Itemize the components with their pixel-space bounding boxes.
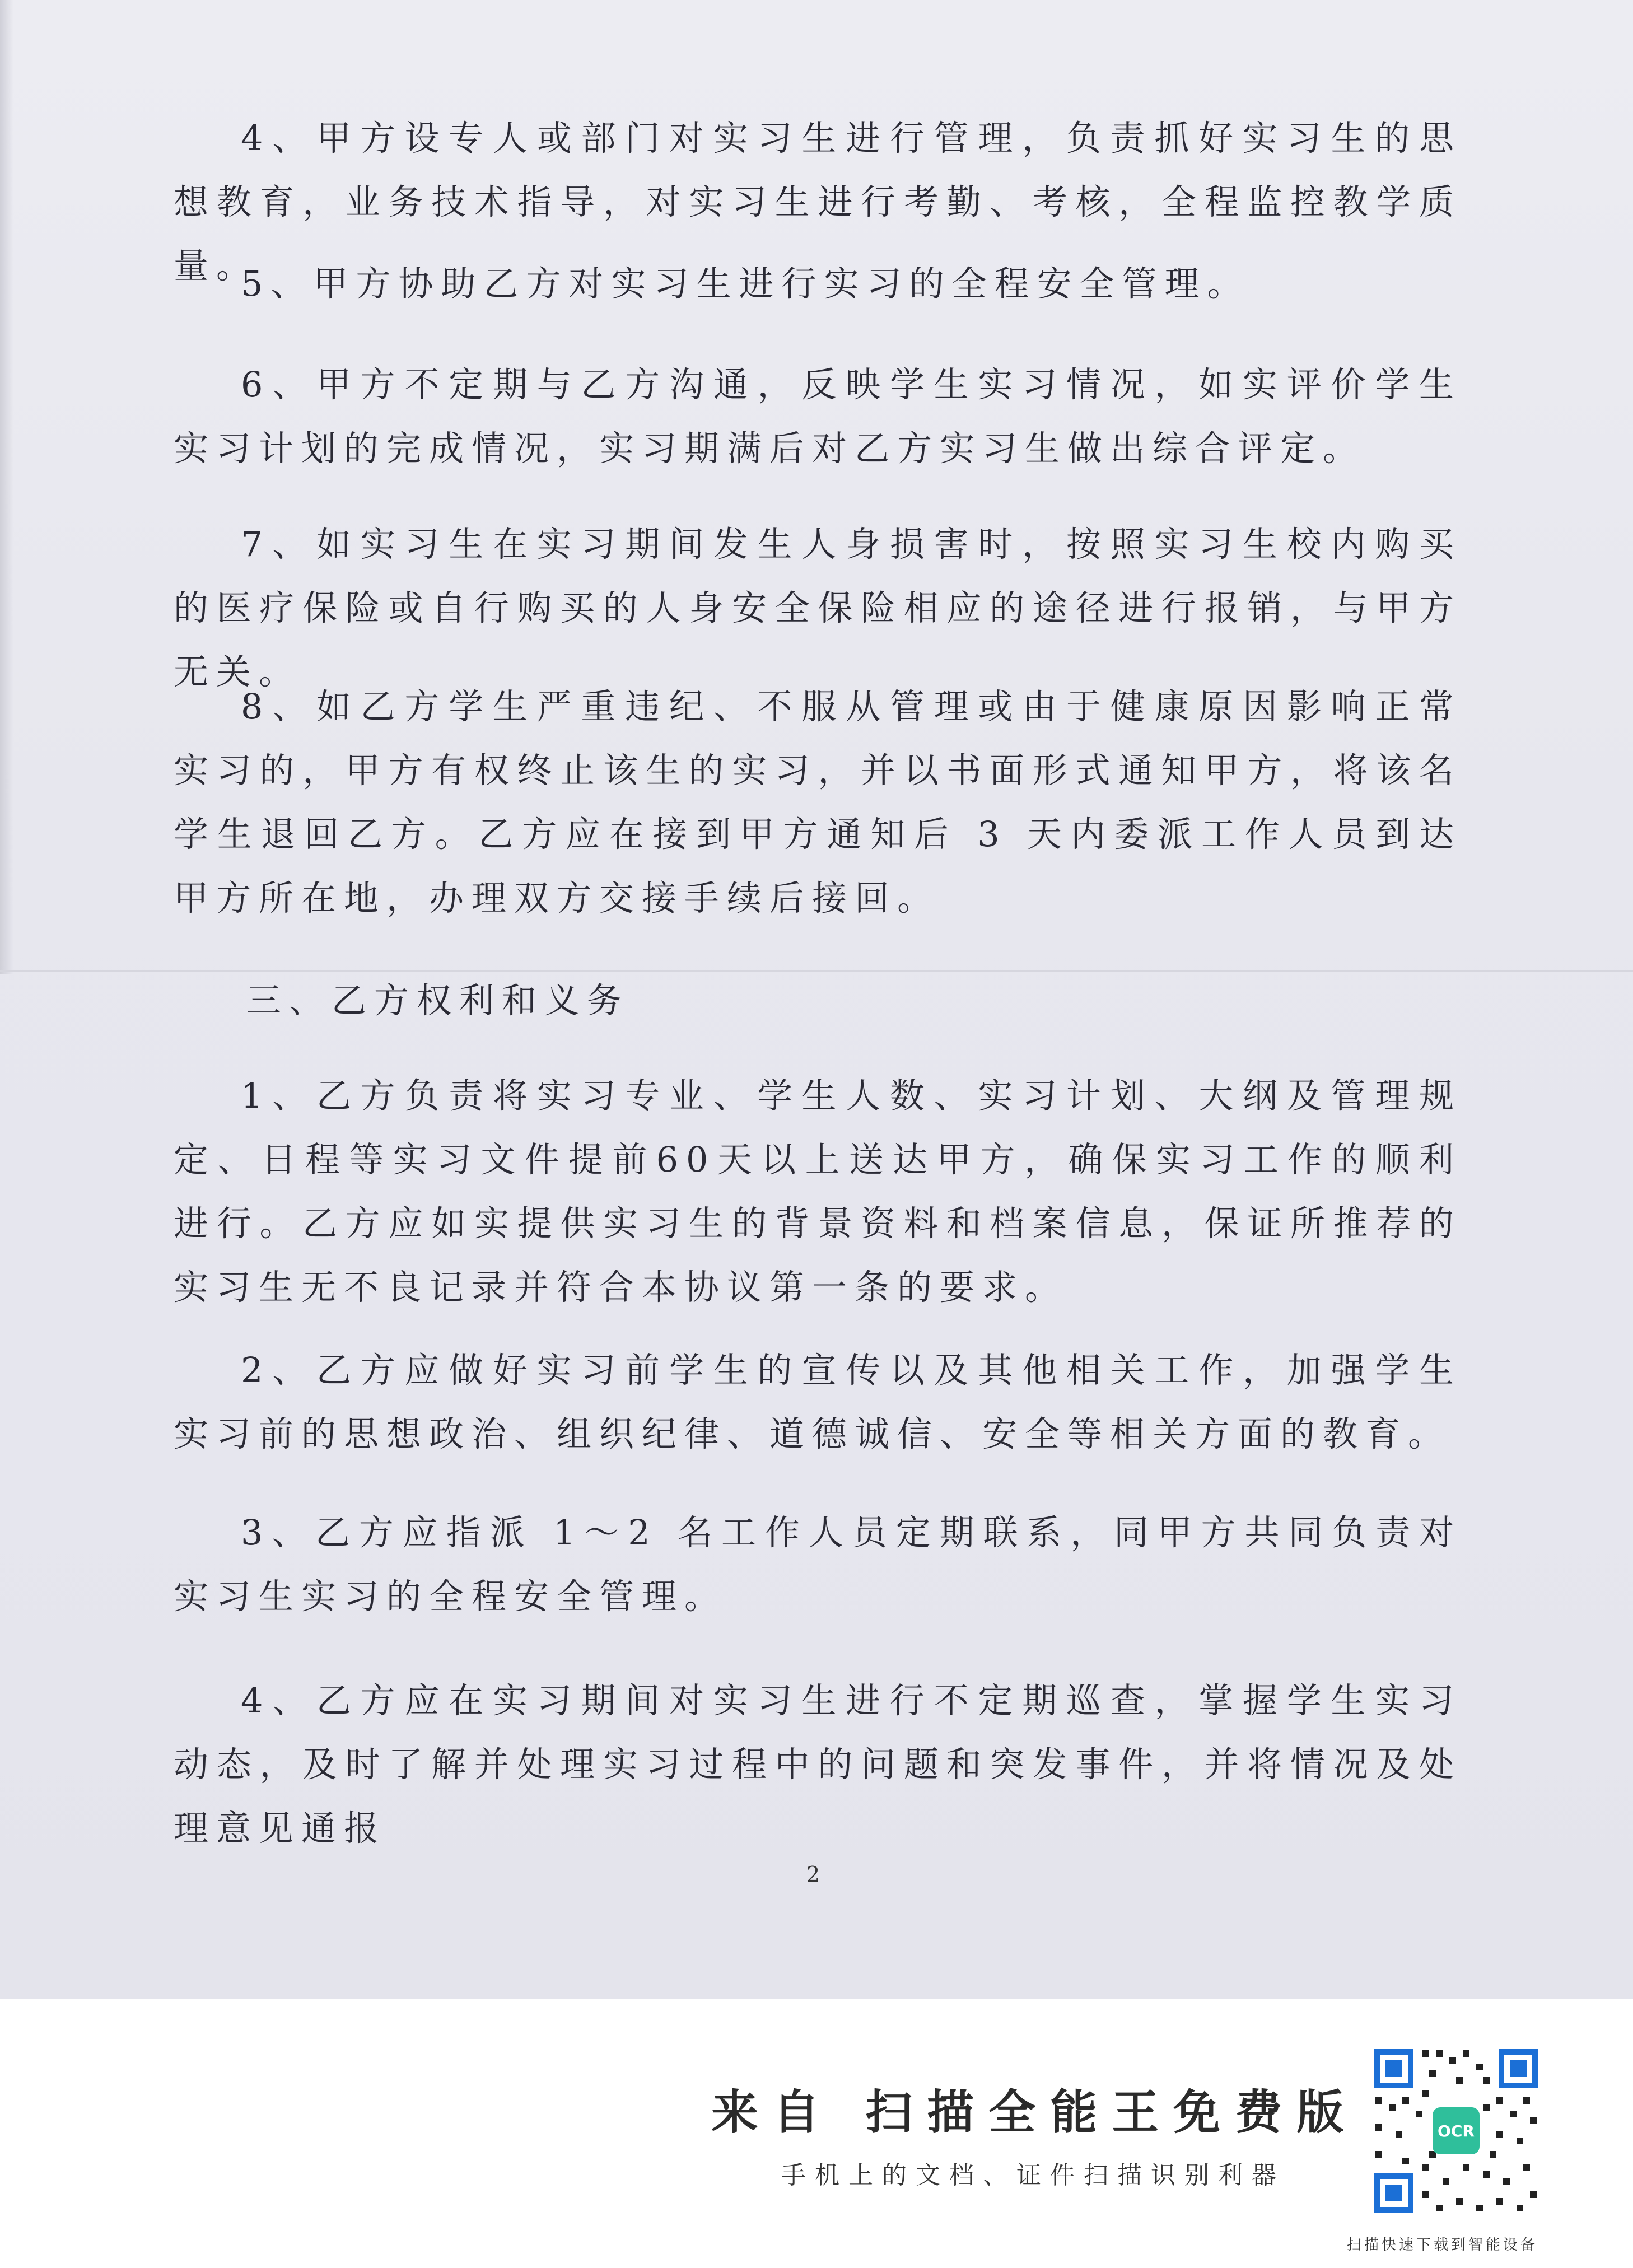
paragraph-b3: 3、乙方应指派 1～2 名工作人员定期联系，同甲方共同负责对实习生实习的全程安全管理。 [174, 1512, 1462, 1617]
paragraph-a8: 8、如乙方学生严重违纪、不服从管理或由于健康原因影响正常实习的，甲方有权终止该生的实习，并以书面形式通知甲方，将该名学生退回乙方。乙方应在接到甲方通知后 3 天内委派工作人员到达甲方所在地，办理双方交接手续后接回。 [174, 686, 1462, 918]
page-edge-shadow [0, 0, 13, 974]
paragraph-a6: 6、甲方不定期与乙方沟通，反映学生实习情况，如实评价学生实习计划的完成情况，实习期满后对乙方实习生做出综合评定。 [174, 364, 1462, 469]
page-number: 2 [806, 1862, 820, 1887]
section-heading: 三、乙方权利和义务 [246, 980, 630, 1021]
qr-code [1366, 2041, 1546, 2220]
footer-subtitle: 手机上的文档、证件扫描识别利器 [781, 2161, 1285, 2190]
footer-title: 来自 扫描全能王免费版 [711, 2084, 1359, 2140]
ocr-logo-label: OCR [1438, 2122, 1475, 2140]
qr-caption: 扫描快速下载到智能设备 [1347, 2237, 1538, 2253]
paragraph-b4: 4、乙方应在实习期间对实习生进行不定期巡查，掌握学生实习动态，及时了解并处理实习过程中的问题和突发事件，并将情况及处理意见通报 [174, 1680, 1462, 1849]
qr-finder-top-right [1499, 2049, 1538, 2088]
paragraph-b2: 2、乙方应做好实习前学生的宣传以及其他相关工作，加强学生实习前的思想政治、组织纪律、道德诚信、安全等相关方面的教育。 [174, 1350, 1462, 1454]
paragraph-a7: 7、如实习生在实习期间发生人身损害时，按照实习生校内购买的医疗保险或自行购买的人身安全保险相应的途径进行报销，与甲方无关。 [174, 524, 1462, 692]
qr-finder-top-left [1374, 2049, 1413, 2088]
qr-finder-bottom-left [1374, 2173, 1413, 2213]
app-watermark-footer [0, 1999, 1633, 2268]
paragraph-a4: 4、甲方设专人或部门对实习生进行管理，负责抓好实习生的思想教育，业务技术指导，对实习生进行考勤、考核，全程监控教学质量。 [174, 118, 1462, 286]
paragraph-a5: 5、甲方协助乙方对实习生进行实习的全程安全管理。 [241, 263, 1250, 304]
page-fold-line [0, 970, 1633, 972]
paragraph-b1: 1、乙方负责将实习专业、学生人数、实习计划、大纲及管理规定、日程等实习文件提前60天以上送达甲方，确保实习工作的顺利进行。乙方应如实提供实习生的背景资料和档案信息，保证所推荐的实习生无不良记录并符合本协议第一条的要求。 [174, 1075, 1462, 1308]
